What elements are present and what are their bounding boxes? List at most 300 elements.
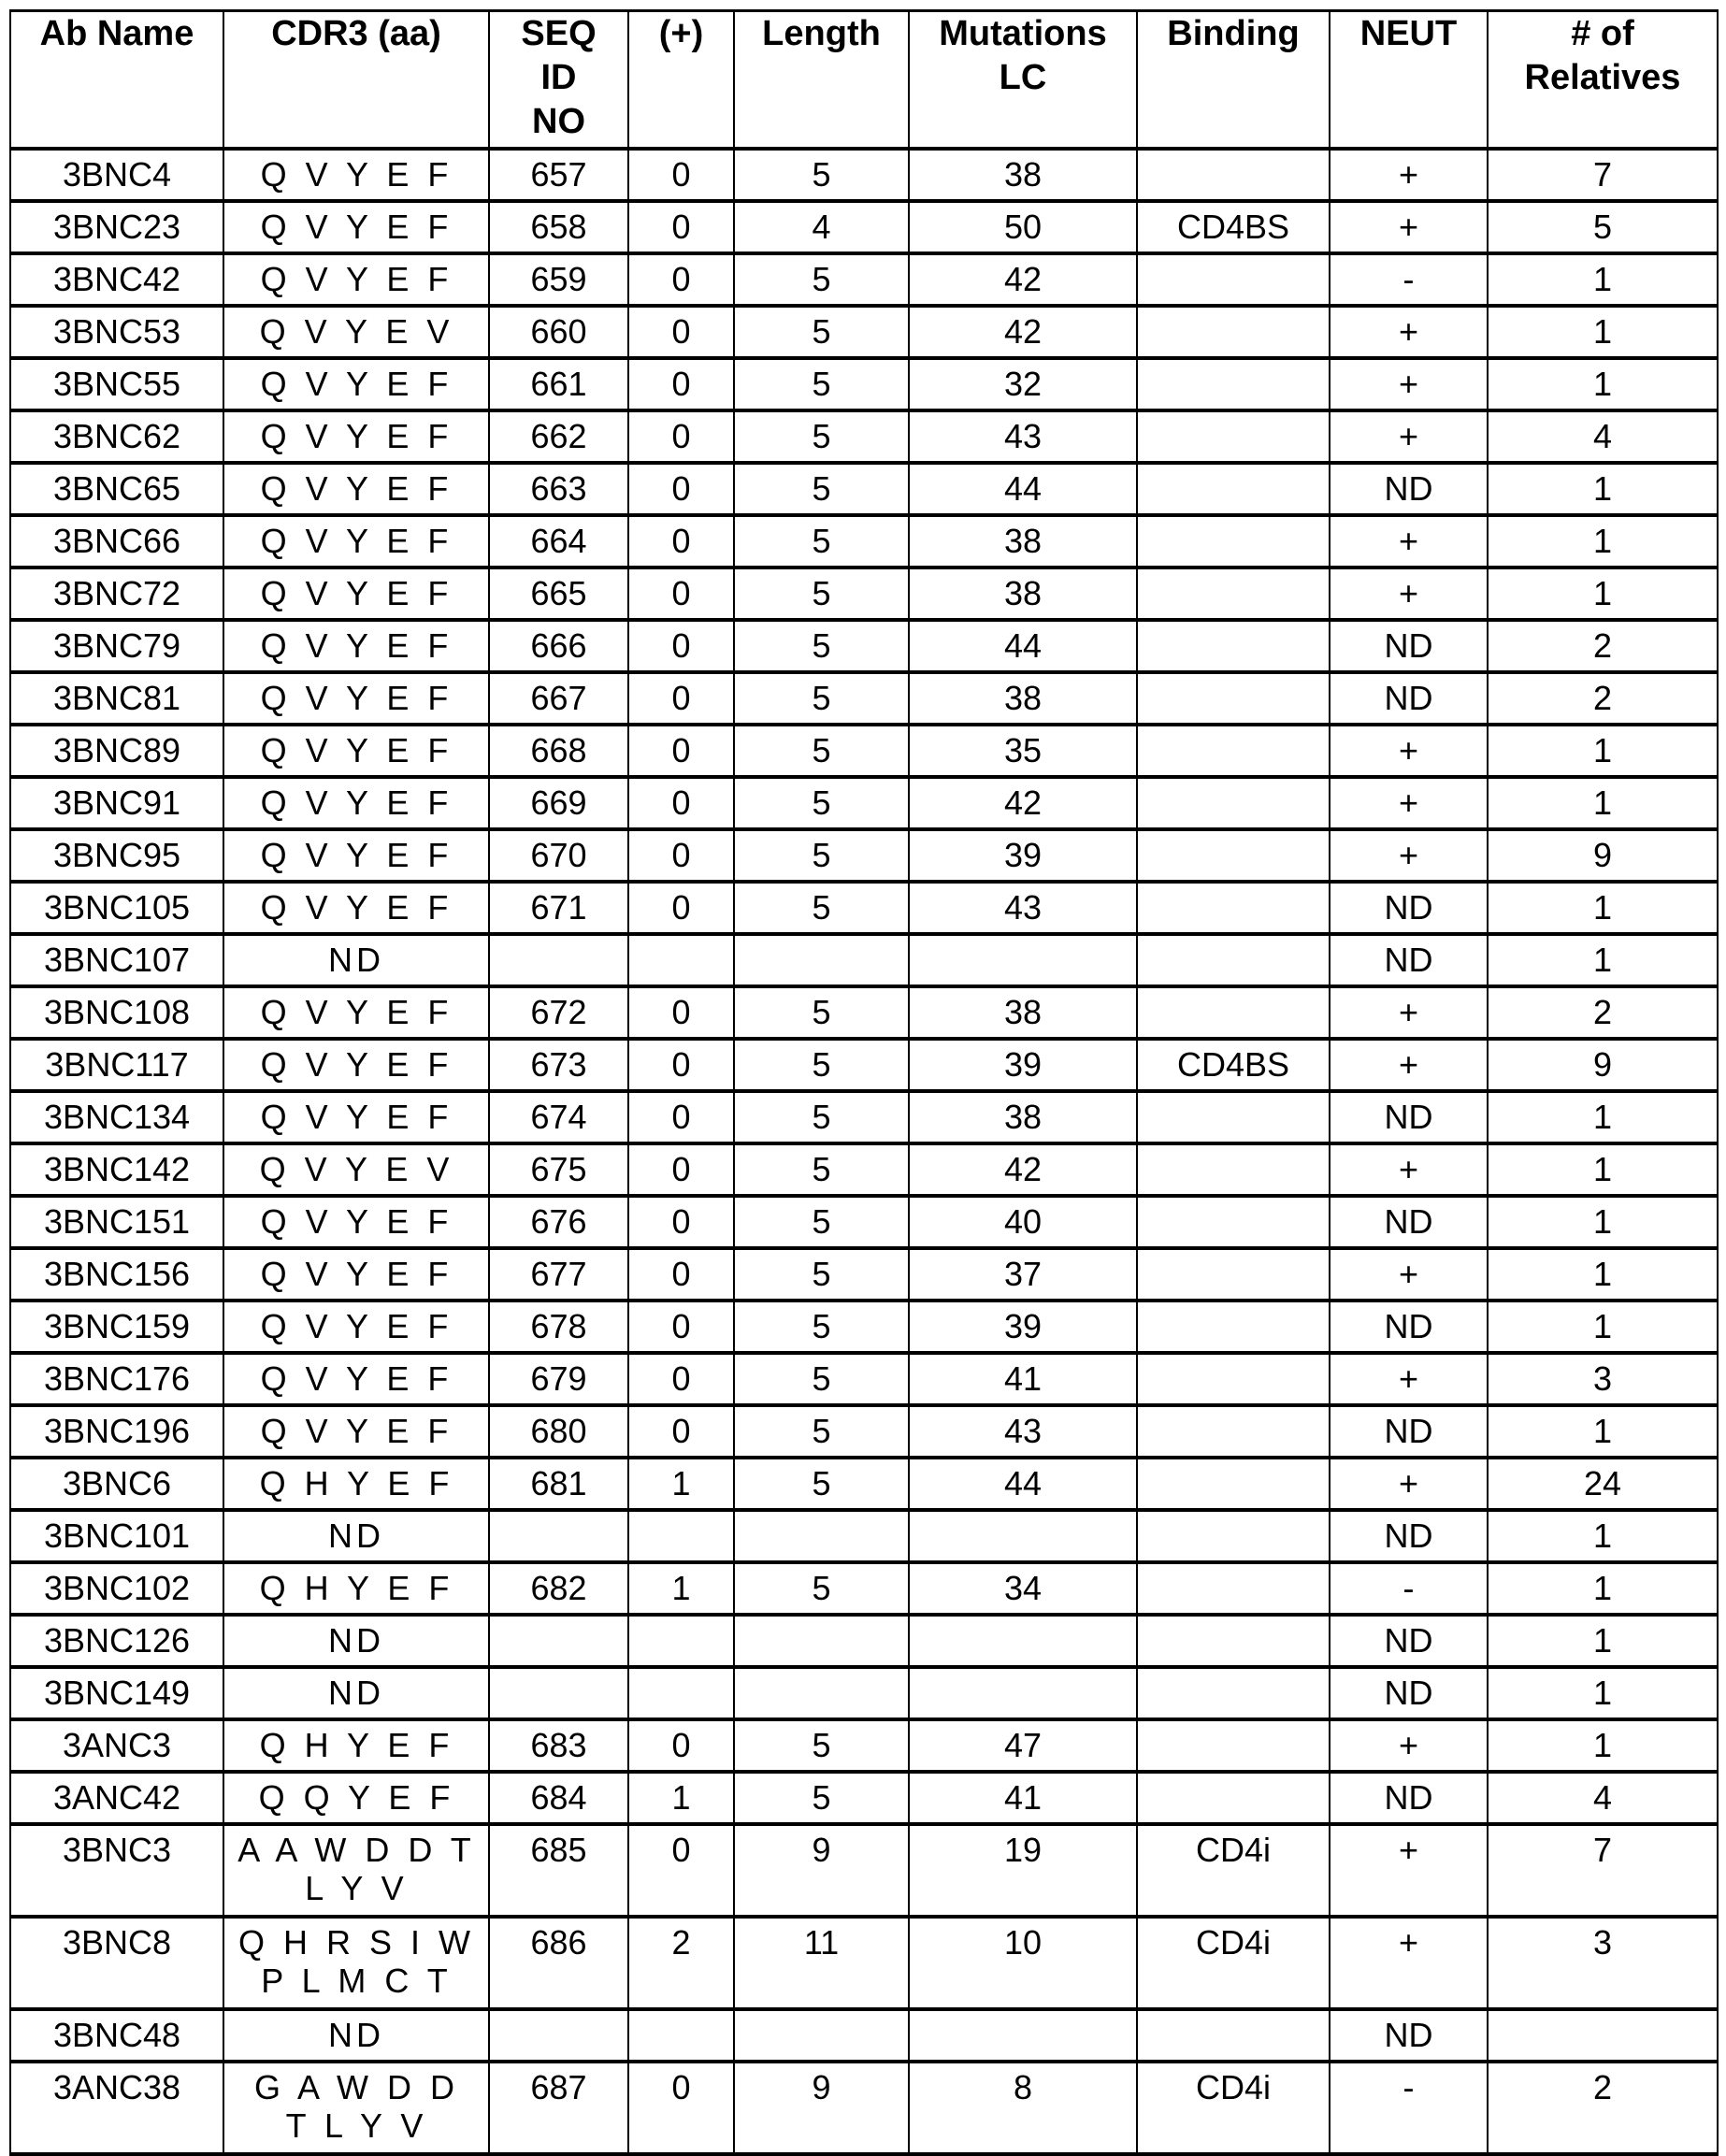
cell-cdr3 [223, 1405, 489, 1458]
cell-cdr3 [223, 358, 489, 410]
cell-ab-name: 3BNC95 [10, 829, 223, 882]
table-row [10, 463, 1718, 515]
cell-neut: ND [1330, 882, 1488, 934]
table-row [10, 1824, 1718, 1917]
cell-mutations-lc: 39 [909, 1301, 1137, 1353]
cell-binding [1137, 1772, 1330, 1824]
cell-relatives: 1 [1488, 1248, 1718, 1301]
cell-ab-name: 3BNC8 [10, 1917, 223, 2009]
column-header-label: (+) [658, 14, 704, 53]
cell-mutations-lc: 42 [909, 253, 1137, 306]
cdr3-sequence-line: Q V Y E F [260, 836, 453, 874]
cell-binding [1137, 1353, 1330, 1405]
cdr3-sequence-line: Q V Y E F [260, 155, 453, 194]
cell-mutations-lc: 38 [909, 672, 1137, 725]
cell-length: 5 [734, 829, 909, 882]
table-row [10, 149, 1718, 201]
cell-binding [1137, 1458, 1330, 1510]
cell-cdr3 [223, 149, 489, 201]
cell-plus: 0 [628, 1719, 734, 1772]
cell-neut: + [1330, 201, 1488, 253]
cell-cdr3 [223, 1615, 489, 1667]
cell-plus [628, 1510, 734, 1562]
cell-plus: 0 [628, 201, 734, 253]
cell-relatives: 1 [1488, 1510, 1718, 1562]
cell-binding [1137, 1719, 1330, 1772]
cell-plus [628, 2009, 734, 2062]
cdr3-sequence-line: Q V Y E F [260, 1202, 453, 1241]
column-header-label: Ab Name [39, 14, 194, 53]
cell-seq-id: 664 [489, 515, 628, 568]
cell-ab-name: 3BNC156 [10, 1248, 223, 1301]
cell-cdr3 [223, 620, 489, 672]
cell-length: 5 [734, 986, 909, 1039]
cell-cdr3 [223, 463, 489, 515]
table-header [10, 11, 1718, 150]
cell-seq-id [489, 934, 628, 986]
table-row [10, 1562, 1718, 1615]
table-row [10, 1510, 1718, 1562]
cell-binding [1137, 1510, 1330, 1562]
cell-neut: + [1330, 568, 1488, 620]
cell-ab-name: 3BNC79 [10, 620, 223, 672]
cell-cdr3 [223, 1917, 489, 2009]
cdr3-sequence-line: Q V Y E F [260, 365, 453, 403]
cell-neut: + [1330, 358, 1488, 410]
cell-ab-name: 3BNC66 [10, 515, 223, 568]
cdr3-sequence-line: Q V Y E F [260, 260, 453, 298]
column-header-binding [1137, 11, 1330, 150]
cell-mutations-lc: 38 [909, 1091, 1137, 1143]
cell-plus: 0 [628, 1353, 734, 1405]
cell-ab-name: 3BNC117 [10, 1039, 223, 1091]
cdr3-sequence-line: Q V Y E F [260, 783, 453, 822]
cell-mutations-lc: 50 [909, 201, 1137, 253]
cell-length: 5 [734, 1405, 909, 1458]
cdr3-sequence-line: G A W D D [253, 2068, 459, 2106]
cdr3-sequence-line: ND [328, 1516, 384, 1555]
cell-binding [1137, 463, 1330, 515]
cell-mutations-lc: 41 [909, 1353, 1137, 1405]
cell-cdr3 [223, 1143, 489, 1196]
cell-relatives: 5 [1488, 201, 1718, 253]
cell-plus: 0 [628, 568, 734, 620]
cell-seq-id: 678 [489, 1301, 628, 1353]
cell-neut: + [1330, 1143, 1488, 1196]
cell-seq-id [489, 1615, 628, 1667]
table-row [10, 829, 1718, 882]
cell-length [734, 1667, 909, 1719]
cell-seq-id: 665 [489, 568, 628, 620]
column-header-label: Binding [1167, 14, 1300, 53]
cell-length [734, 1615, 909, 1667]
cell-binding [1137, 1143, 1330, 1196]
cell-neut: - [1330, 1562, 1488, 1615]
cell-ab-name: 3BNC105 [10, 882, 223, 934]
cell-seq-id: 682 [489, 1562, 628, 1615]
cell-length: 5 [734, 1719, 909, 1772]
cell-seq-id: 658 [489, 201, 628, 253]
cdr3-sequence-line: Q V Y E F [260, 1255, 453, 1293]
cell-binding [1137, 410, 1330, 463]
cell-neut: ND [1330, 1091, 1488, 1143]
table-row [10, 1719, 1718, 1772]
cell-relatives: 9 [1488, 1039, 1718, 1091]
cell-neut: + [1330, 986, 1488, 1039]
cell-length: 9 [734, 2062, 909, 2154]
cell-seq-id: 661 [489, 358, 628, 410]
cell-neut: + [1330, 1824, 1488, 1917]
cdr3-sequence-line: Q V Y E F [260, 1045, 453, 1084]
cell-neut: + [1330, 829, 1488, 882]
cell-cdr3 [223, 306, 489, 358]
table-row [10, 620, 1718, 672]
cdr3-sequence-line: Q V Y E F [260, 626, 453, 665]
table-row [10, 1353, 1718, 1405]
cell-plus [628, 1615, 734, 1667]
table-row [10, 777, 1718, 829]
cell-plus: 0 [628, 620, 734, 672]
table-row [10, 1143, 1718, 1196]
cdr3-sequence-line: Q V Y E F [260, 208, 453, 246]
cell-length [734, 2009, 909, 2062]
cell-cdr3 [223, 253, 489, 306]
cell-mutations-lc: 32 [909, 358, 1137, 410]
cell-relatives: 1 [1488, 358, 1718, 410]
cell-mutations-lc: 44 [909, 1458, 1137, 1510]
cell-plus: 0 [628, 306, 734, 358]
cell-seq-id: 660 [489, 306, 628, 358]
cell-cdr3 [223, 568, 489, 620]
cell-binding: CD4BS [1137, 201, 1330, 253]
column-header-relatives [1488, 11, 1718, 150]
cell-binding [1137, 934, 1330, 986]
cell-mutations-lc: 8 [909, 2062, 1137, 2154]
cell-plus: 0 [628, 1143, 734, 1196]
cell-relatives: 2 [1488, 2062, 1718, 2154]
cdr3-sequence-line: Q H Y E F [259, 1726, 453, 1764]
cell-neut: + [1330, 515, 1488, 568]
cell-seq-id: 657 [489, 149, 628, 201]
column-header-length [734, 11, 909, 150]
cell-relatives: 1 [1488, 934, 1718, 986]
column-header-label: NO [532, 102, 585, 141]
table-row [10, 934, 1718, 986]
column-header-cdr3 [223, 11, 489, 150]
cell-cdr3 [223, 1667, 489, 1719]
cell-seq-id: 666 [489, 620, 628, 672]
antibody-table [9, 9, 1719, 2156]
cell-relatives: 1 [1488, 777, 1718, 829]
column-header-label: ID [540, 58, 577, 97]
cell-relatives: 1 [1488, 306, 1718, 358]
cell-relatives: 3 [1488, 1917, 1718, 2009]
cell-binding: CD4i [1137, 1917, 1330, 2009]
cell-mutations-lc [909, 1510, 1137, 1562]
cell-relatives: 3 [1488, 1353, 1718, 1405]
cell-plus: 0 [628, 777, 734, 829]
cdr3-sequence-line: ND [328, 2016, 384, 2054]
table-row [10, 1458, 1718, 1510]
cell-length: 4 [734, 201, 909, 253]
cell-ab-name: 3BNC6 [10, 1458, 223, 1510]
cell-plus [628, 1667, 734, 1719]
cell-seq-id: 683 [489, 1719, 628, 1772]
cell-binding [1137, 149, 1330, 201]
cell-binding [1137, 672, 1330, 725]
table-row [10, 882, 1718, 934]
cell-ab-name: 3BNC102 [10, 1562, 223, 1615]
cell-ab-name: 3BNC65 [10, 463, 223, 515]
cell-cdr3 [223, 1458, 489, 1510]
column-header-label: Relatives [1524, 58, 1681, 97]
cell-neut: + [1330, 1719, 1488, 1772]
cell-seq-id: 672 [489, 986, 628, 1039]
cell-ab-name: 3BNC23 [10, 201, 223, 253]
cell-length: 5 [734, 253, 909, 306]
cell-neut: ND [1330, 1615, 1488, 1667]
cell-plus: 0 [628, 149, 734, 201]
cell-plus: 2 [628, 1917, 734, 2009]
cdr3-sequence-line: Q H R S I W [238, 1923, 474, 1962]
cell-length: 5 [734, 149, 909, 201]
column-header-mutations-lc [909, 11, 1137, 150]
cell-mutations-lc [909, 934, 1137, 986]
cell-neut: ND [1330, 1510, 1488, 1562]
cdr3-sequence-line: Q V Y E F [260, 1412, 453, 1450]
column-header-label: # of [1571, 14, 1634, 53]
cell-relatives: 1 [1488, 515, 1718, 568]
cell-plus [628, 934, 734, 986]
cell-seq-id: 677 [489, 1248, 628, 1301]
cell-plus: 0 [628, 515, 734, 568]
cell-cdr3 [223, 1301, 489, 1353]
cell-cdr3 [223, 515, 489, 568]
column-header-label: NEUT [1359, 14, 1458, 53]
cell-seq-id: 669 [489, 777, 628, 829]
cell-seq-id: 670 [489, 829, 628, 882]
column-header-label: SEQ [521, 14, 597, 53]
cell-relatives: 1 [1488, 1301, 1718, 1353]
cell-plus: 0 [628, 358, 734, 410]
cdr3-sequence-line: Q V Y E F [260, 574, 453, 612]
cell-length: 5 [734, 1143, 909, 1196]
cell-mutations-lc: 10 [909, 1917, 1137, 2009]
cell-mutations-lc: 38 [909, 149, 1137, 201]
table-row [10, 568, 1718, 620]
cdr3-sequence-line: L Y V [305, 1869, 408, 1907]
cell-binding [1137, 986, 1330, 1039]
cell-cdr3 [223, 1562, 489, 1615]
table-row [10, 306, 1718, 358]
cell-binding [1137, 515, 1330, 568]
cell-relatives: 2 [1488, 672, 1718, 725]
cell-length: 11 [734, 1917, 909, 2009]
table-row [10, 2062, 1718, 2154]
cell-length: 5 [734, 725, 909, 777]
cell-binding [1137, 1091, 1330, 1143]
table-row [10, 1039, 1718, 1091]
table-row [10, 1615, 1718, 1667]
cell-mutations-lc: 37 [909, 1248, 1137, 1301]
cell-seq-id: 667 [489, 672, 628, 725]
cell-mutations-lc [909, 2009, 1137, 2062]
cell-mutations-lc: 42 [909, 777, 1137, 829]
cell-seq-id: 686 [489, 1917, 628, 2009]
table-row [10, 986, 1718, 1039]
cell-mutations-lc: 44 [909, 463, 1137, 515]
table-row [10, 515, 1718, 568]
cell-plus: 1 [628, 1562, 734, 1615]
cell-ab-name: 3BNC151 [10, 1196, 223, 1248]
cell-cdr3 [223, 1510, 489, 1562]
cell-length: 5 [734, 463, 909, 515]
cdr3-sequence-line: Q H Y E F [259, 1569, 453, 1607]
cell-seq-id: 685 [489, 1824, 628, 1917]
cell-plus: 0 [628, 829, 734, 882]
table-row [10, 1248, 1718, 1301]
cdr3-sequence-line: ND [328, 1674, 384, 1712]
cell-binding [1137, 1405, 1330, 1458]
cell-length: 5 [734, 1458, 909, 1510]
table-row [10, 1772, 1718, 1824]
cdr3-sequence-line: Q H Y E F [259, 1464, 453, 1502]
cell-neut: + [1330, 410, 1488, 463]
cell-ab-name: 3BNC142 [10, 1143, 223, 1196]
cell-cdr3 [223, 201, 489, 253]
cell-neut: ND [1330, 2009, 1488, 2062]
cell-ab-name: 3BNC126 [10, 1615, 223, 1667]
cell-seq-id: 684 [489, 1772, 628, 1824]
table-row [10, 1917, 1718, 2009]
cell-relatives: 1 [1488, 1562, 1718, 1615]
table-row [10, 1405, 1718, 1458]
cell-mutations-lc: 38 [909, 986, 1137, 1039]
cell-relatives: 7 [1488, 1824, 1718, 1917]
cell-relatives [1488, 2009, 1718, 2062]
cell-ab-name: 3ANC42 [10, 1772, 223, 1824]
table-row [10, 1667, 1718, 1719]
cell-seq-id: 687 [489, 2062, 628, 2154]
cdr3-sequence-line: Q V Y E F [260, 731, 453, 769]
cell-length: 5 [734, 882, 909, 934]
cell-cdr3 [223, 410, 489, 463]
cell-length: 5 [734, 777, 909, 829]
cell-seq-id: 663 [489, 463, 628, 515]
cell-mutations-lc: 41 [909, 1772, 1137, 1824]
cell-mutations-lc: 42 [909, 1143, 1137, 1196]
cell-relatives: 1 [1488, 725, 1718, 777]
cell-length: 5 [734, 358, 909, 410]
cell-mutations-lc: 43 [909, 1405, 1137, 1458]
cell-neut: + [1330, 725, 1488, 777]
cell-mutations-lc: 44 [909, 620, 1137, 672]
cell-seq-id: 659 [489, 253, 628, 306]
cell-relatives: 1 [1488, 1719, 1718, 1772]
cell-seq-id: 668 [489, 725, 628, 777]
cell-plus: 1 [628, 1772, 734, 1824]
cell-binding [1137, 358, 1330, 410]
cell-length: 5 [734, 1248, 909, 1301]
cell-cdr3 [223, 2009, 489, 2062]
cell-ab-name: 3BNC176 [10, 1353, 223, 1405]
cdr3-sequence-line: Q V Y E F [260, 522, 453, 560]
cdr3-sequence-line: Q V Y E F [260, 993, 453, 1031]
cell-length: 5 [734, 1353, 909, 1405]
cell-ab-name: 3BNC42 [10, 253, 223, 306]
cell-ab-name: 3BNC72 [10, 568, 223, 620]
cell-ab-name: 3BNC48 [10, 2009, 223, 2062]
cell-plus: 0 [628, 986, 734, 1039]
cell-ab-name: 3BNC107 [10, 934, 223, 986]
cell-length: 5 [734, 1301, 909, 1353]
cell-plus: 0 [628, 410, 734, 463]
table-row [10, 1196, 1718, 1248]
cell-binding [1137, 829, 1330, 882]
cell-cdr3 [223, 1039, 489, 1091]
cell-cdr3 [223, 1719, 489, 1772]
cell-plus: 0 [628, 725, 734, 777]
cell-ab-name: 3BNC196 [10, 1405, 223, 1458]
table-row [10, 410, 1718, 463]
cell-cdr3 [223, 882, 489, 934]
cell-length [734, 1510, 909, 1562]
cell-mutations-lc: 40 [909, 1196, 1137, 1248]
cell-length: 5 [734, 620, 909, 672]
cell-mutations-lc: 38 [909, 515, 1137, 568]
cell-plus: 1 [628, 1458, 734, 1510]
cell-relatives: 7 [1488, 149, 1718, 201]
cell-mutations-lc: 43 [909, 410, 1137, 463]
cell-binding [1137, 777, 1330, 829]
cdr3-sequence-line: ND [328, 1621, 384, 1660]
cell-ab-name: 3BNC149 [10, 1667, 223, 1719]
cell-binding: CD4i [1137, 1824, 1330, 1917]
cdr3-sequence-line: Q Q Y E F [258, 1778, 454, 1817]
cell-mutations-lc: 47 [909, 1719, 1137, 1772]
header-row [10, 11, 1718, 150]
cell-relatives: 1 [1488, 1196, 1718, 1248]
table-row [10, 253, 1718, 306]
cell-ab-name: 3BNC91 [10, 777, 223, 829]
cell-mutations-lc: 43 [909, 882, 1137, 934]
cell-ab-name: 3BNC4 [10, 149, 223, 201]
cell-binding [1137, 1196, 1330, 1248]
cell-binding: CD4BS [1137, 1039, 1330, 1091]
cell-seq-id: 676 [489, 1196, 628, 1248]
table-row [10, 672, 1718, 725]
cell-seq-id: 673 [489, 1039, 628, 1091]
cell-cdr3 [223, 934, 489, 986]
cdr3-sequence-line: P L M C T [261, 1962, 452, 2000]
cell-relatives: 1 [1488, 882, 1718, 934]
cell-ab-name: 3BNC53 [10, 306, 223, 358]
cell-plus: 0 [628, 1824, 734, 1917]
cell-cdr3 [223, 777, 489, 829]
cell-length: 5 [734, 1772, 909, 1824]
cell-length: 9 [734, 1824, 909, 1917]
cell-binding [1137, 725, 1330, 777]
cell-neut: + [1330, 1917, 1488, 2009]
cdr3-sequence-line: Q V Y E V [259, 1150, 453, 1188]
cell-cdr3 [223, 672, 489, 725]
cell-plus: 0 [628, 1248, 734, 1301]
cell-relatives: 9 [1488, 829, 1718, 882]
cell-plus: 0 [628, 882, 734, 934]
cell-binding [1137, 253, 1330, 306]
cell-binding [1137, 568, 1330, 620]
cell-neut: + [1330, 149, 1488, 201]
